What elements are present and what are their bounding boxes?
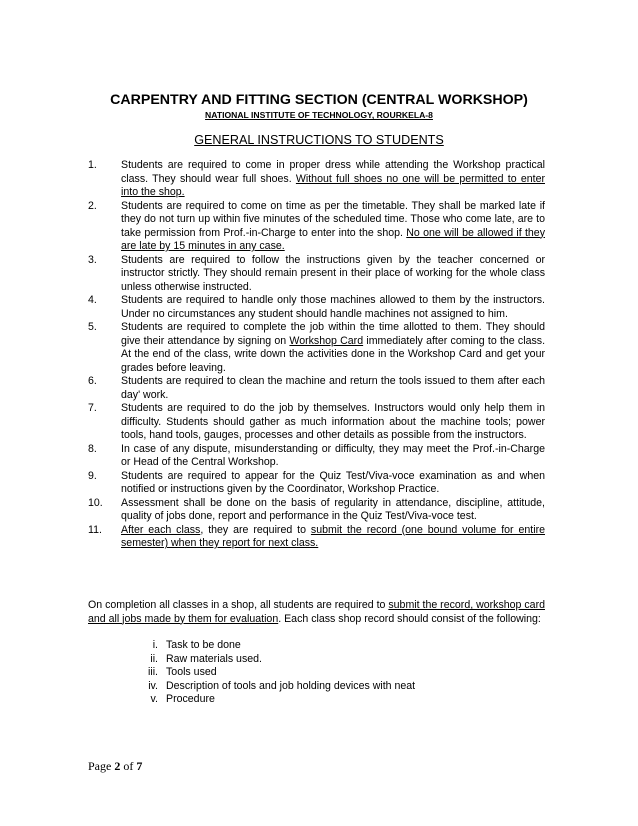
text-run: immediately after coming to the class. At the end of the class, write down the activities done in the Workshop Card and get your grades before leaving.: [121, 334, 546, 374]
total-pages: 7: [136, 759, 143, 773]
instruction-item: [88, 200, 545, 254]
item-number: 7.: [88, 402, 97, 414]
record-item: [140, 653, 415, 667]
record-item-text: Procedure: [166, 693, 215, 705]
underlined-text: After each class: [121, 523, 201, 536]
text-run: In case of any dispute, misunderstanding or difficulty, they may meet the Prof.-in-Charge or Head of the Central Workshop.: [121, 442, 545, 468]
item-number: 1.: [88, 159, 97, 171]
instruction-item: [88, 443, 545, 470]
item-number: 8.: [88, 442, 97, 455]
underlined-text: submit the record, workshop card and all jobs made by them for evaluation: [88, 599, 545, 625]
item-number: 6.: [88, 375, 97, 387]
instruction-item: [88, 375, 545, 402]
instructions-heading: GENERAL INSTRUCTIONS TO STUDENTS: [194, 133, 444, 147]
text-run: Students are required to appear for the Quiz Test/Viva-voce examination as and when notified or instructions given by the Coordinator, Workshop Practice.: [121, 469, 545, 495]
text-run: Students are required to complete the job within the time allotted to them. They should give their attendance by signing on: [121, 321, 545, 347]
institute-subtitle: NATIONAL INSTITUTE OF TECHNOLOGY, ROURKELA-8: [205, 110, 433, 120]
item-number: 11.: [88, 523, 102, 536]
instruction-item: [88, 321, 545, 375]
item-number: 2.: [88, 199, 97, 212]
record-item-text: Description of tools and job holding devices with neat: [166, 679, 416, 692]
document-title: CARPENTRY AND FITTING SECTION (CENTRAL WORKSHOP): [110, 92, 528, 108]
instruction-item: [88, 159, 545, 200]
roman-numeral: i.: [152, 639, 158, 651]
page-footer: [88, 759, 142, 774]
page-word: Page: [88, 759, 112, 773]
item-number: 4.: [88, 294, 97, 306]
instruction-item: [88, 497, 545, 524]
text-run: Students are required to come in proper dress while attending the Workshop practical class. They should wear full shoes.: [121, 159, 545, 185]
item-number: 9.: [88, 469, 97, 482]
text-run: Students are required to handle only those machines allowed to them by the instructors. Under no circumstances any student should handle machines not assigned to him.: [121, 294, 545, 320]
text-run: Students are required to clean the machine and return the tools issued to them after each day' work.: [121, 375, 545, 401]
record-item: [140, 639, 415, 653]
text-run: Students are required to follow the instructions given by the teacher concerned or instructor strictly. They should remain present in their place of working for the whole class unless otherwise instructed.: [121, 253, 545, 293]
roman-numeral: v.: [150, 693, 158, 705]
underlined-text: No one will be allowed if they are late by 15 minutes in any case.: [121, 226, 545, 252]
underlined-text: submit the record (one bound volume for entire semester) when they report for next class.: [121, 523, 545, 549]
of-word: of: [123, 759, 134, 773]
text-run: Students are required to do the job by themselves. Instructors would only help them in difficulty. Students should gather as much information about the machine tools; power tools, hand tools, gauges, processes and other details as possible from the instructors.: [121, 402, 545, 441]
instruction-item: [88, 254, 545, 295]
item-number: 5.: [88, 321, 97, 333]
record-item-text: Task to be done: [166, 639, 241, 651]
instruction-item: [88, 402, 545, 443]
record-item: [140, 666, 415, 680]
instruction-item: [88, 294, 545, 321]
record-items-list: [140, 639, 415, 707]
closing-paragraph: [88, 599, 545, 626]
instruction-item: [88, 470, 545, 497]
item-number: 3.: [88, 253, 97, 266]
text-run: Assessment shall be done on the basis of regularity in attendance, discipline, attitude, quality of jobs done, report and performance in the Quiz Test/Viva-voce test.: [121, 496, 545, 522]
record-item: [140, 680, 415, 694]
roman-numeral: ii.: [150, 652, 158, 665]
item-number: 10.: [88, 496, 103, 509]
text-run: , they are required to: [200, 523, 311, 536]
record-item: [140, 693, 415, 707]
record-item-text: Raw materials used.: [166, 652, 262, 665]
instructions-list: [88, 159, 545, 551]
underlined-text: Workshop Card: [289, 334, 364, 347]
text-run: . Each class shop record should consist of the following:: [278, 612, 541, 625]
text-run: Students are required to come on time as per the timetable. They shall be marked late if they do not turn up within five minutes of the scheduled time. Those who come late, are to take permission from Prof.-in-Charge to enter into the shop.: [121, 199, 545, 239]
instruction-item: [88, 524, 545, 551]
page-number: 2: [114, 759, 121, 773]
roman-numeral: iv.: [148, 679, 158, 692]
underlined-text: Without full shoes no one will be permitted to enter into the shop.: [121, 172, 545, 198]
roman-numeral: iii.: [147, 666, 158, 678]
record-item-text: Tools used: [166, 666, 217, 678]
text-run: On completion all classes in a shop, all students are required to: [88, 599, 389, 611]
